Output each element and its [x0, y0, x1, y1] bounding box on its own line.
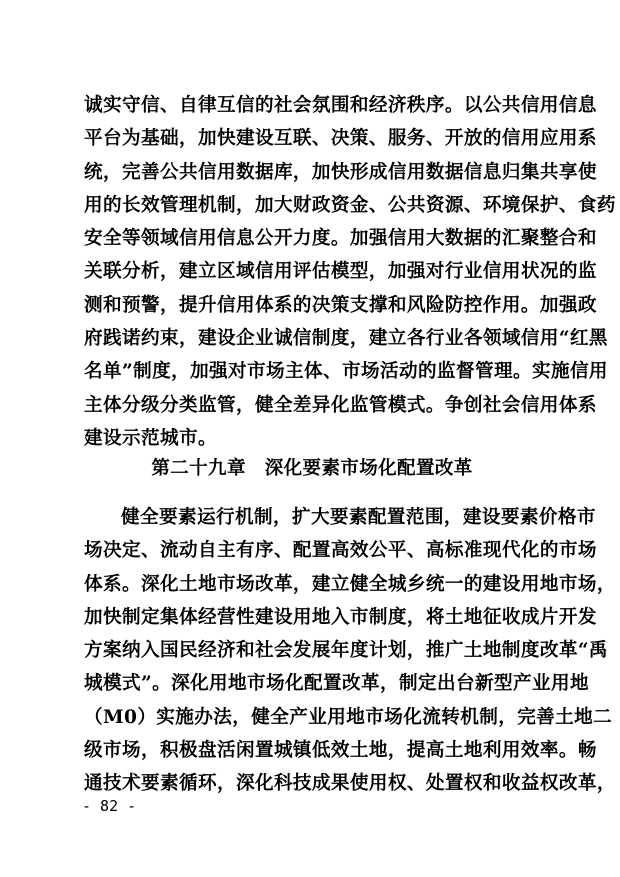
text-line: 安全等领域信用信息公开力度。加强信用大数据的汇聚整合和: [84, 228, 597, 250]
chapter-heading: 第二十九章 深化要素市场化配置改革: [151, 458, 473, 479]
text-line: 健全要素运行机制，扩大要素配置范围，建设要素价格市: [121, 507, 596, 528]
page-number: - 82 -: [82, 797, 137, 815]
text-line: 关联分析，建立区域信用评估模型，加强对行业信用状况的监: [84, 261, 597, 283]
text-line: 级市场，积极盘活闲置城镇低效土地，提高土地利用效率。畅: [84, 740, 597, 762]
text-line: 方案纳入国民经济和社会发展年度计划，推广土地制度改革“禹: [84, 640, 608, 662]
paragraph-factor-market: [84, 501, 616, 801]
text-line: 府践诺约束，建设企业诚信制度，建立各行业各领域信用“红黑: [84, 328, 608, 350]
text-line: 用的长效管理机制，加大财政资金、公共资源、环境保护、食药: [84, 194, 616, 216]
text-line: 通技术要素循环，深化科技成果使用权、处置权和收益权改革，: [84, 773, 616, 795]
text-line: 诚实守信、自律互信的社会氛围和经济秩序。以公共信用信息: [84, 95, 597, 116]
text-line: 城模式”。深化用地市场化配置改革，制定出台新型产业用地: [84, 673, 589, 695]
text-line: 测和预警，提升信用体系的决策支撑和风险防控作用。加强政: [84, 294, 597, 316]
text-line: 场决定、流动自主有序、配置高效公平、高标准现代化的市场: [84, 540, 597, 562]
paragraph-social-credit: [84, 89, 616, 455]
text-line: 建设示范城市。: [84, 427, 217, 449]
text-line: 加快制定集体经营性建设用地入市制度，将土地征收成片开发: [84, 606, 597, 628]
text-line: （M0）实施办法，健全产业用地市场化流转机制，完善土地二: [84, 706, 613, 728]
text-line: 名单”制度，加强对市场主体、市场活动的监督管理。实施信用: [84, 361, 608, 383]
text-line: 统，完善公共信用数据库，加快形成信用数据信息归集共享使: [84, 161, 597, 183]
text-line: 主体分级分类监管，健全差异化监管模式。争创社会信用体系: [84, 394, 597, 416]
text-line: 体系。深化土地市场改革，建立健全城乡统一的建设用地市场，: [84, 573, 616, 595]
text-line: 平台为基础，加快建设互联、决策、服务、开放的信用应用系: [84, 128, 597, 150]
